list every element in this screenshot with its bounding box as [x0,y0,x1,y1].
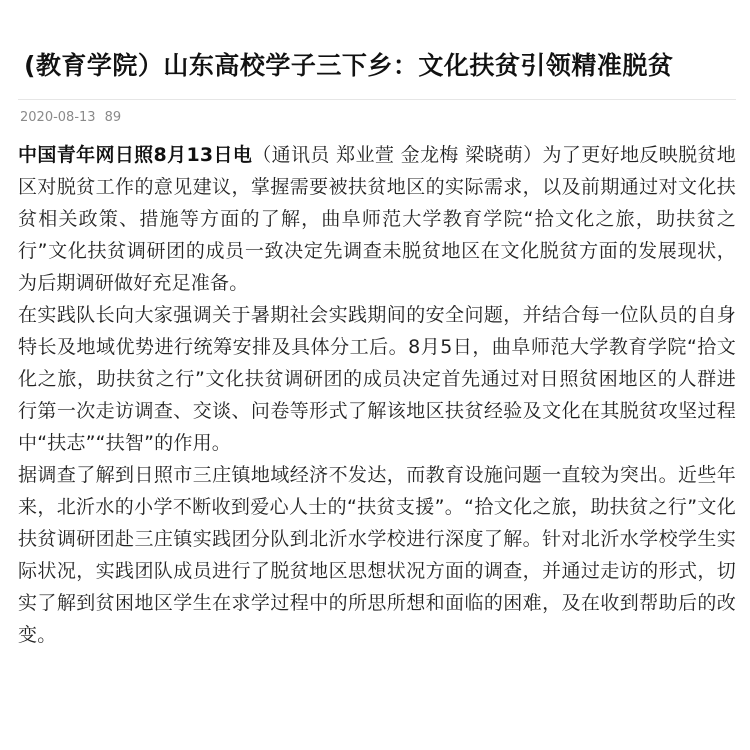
paragraph-3 [18,459,736,651]
view-count: 89 [104,110,122,125]
paragraph-2 [18,299,736,459]
paragraph-3-text: 据调查了解到日照市三庄镇地域经济不发达，而教育设施问题一直较为突出。近些年来，北沂水的小学不断收到爱心人士的“扶贫支援”。“拾文化之旅，助扶贫之行”文化扶贫调研团赴三庄镇实践团分队到北沂水学校进行深度了解。针对北沂水学校学生实际状况，实践团队成员进行了脱贫地区思想状况方面的调查，并通过走访的形式，切实了解到贫困地区学生在求学过程中的所思所想和面临的困难，及在收到帮助后的改变。 [18,464,736,646]
article-title: (教育学院）山东高校学子三下乡：文化扶贫引领精准脱贫 [24,51,674,80]
publish-date: 2020-08-13 [20,110,96,125]
title-divider [18,99,736,100]
paragraph-1 [18,139,736,299]
paragraph-2-text: 在实践队长向大家强调关于暑期社会实践期间的安全问题，并结合每一位队员的自身特长及地域优势进行统筹安排及具体分工后。8月5日，曲阜师范大学教育学院“拾文化之旅，助扶贫之行”文化扶贫调研团的成员决定首先通过对日照贫困地区的人群进行第一次走访调查、交谈、问卷等形式了解该地区扶贫经验及文化在其脱贫攻坚过程中“扶志”“扶智”的作用。 [18,304,736,454]
article-meta [18,109,736,127]
article-body [18,139,736,651]
dateline: 中国青年网日照8月13日电 [18,144,253,166]
paragraph-1-text: （通讯员 郑业萱 金龙梅 梁晓萌）为了更好地反映脱贫地区对脱贫工作的意见建议，掌握需要被扶贫地区的实际需求，以及前期通过对文化扶贫相关政策、措施等方面的了解，曲阜师范大学教育学院“拾文化之旅，助扶贫之行”文化扶贫调研团的成员一致决定先调查未脱贫地区在文化脱贫方面的发展现状，为后期调研做好充足准备。 [18,144,736,294]
